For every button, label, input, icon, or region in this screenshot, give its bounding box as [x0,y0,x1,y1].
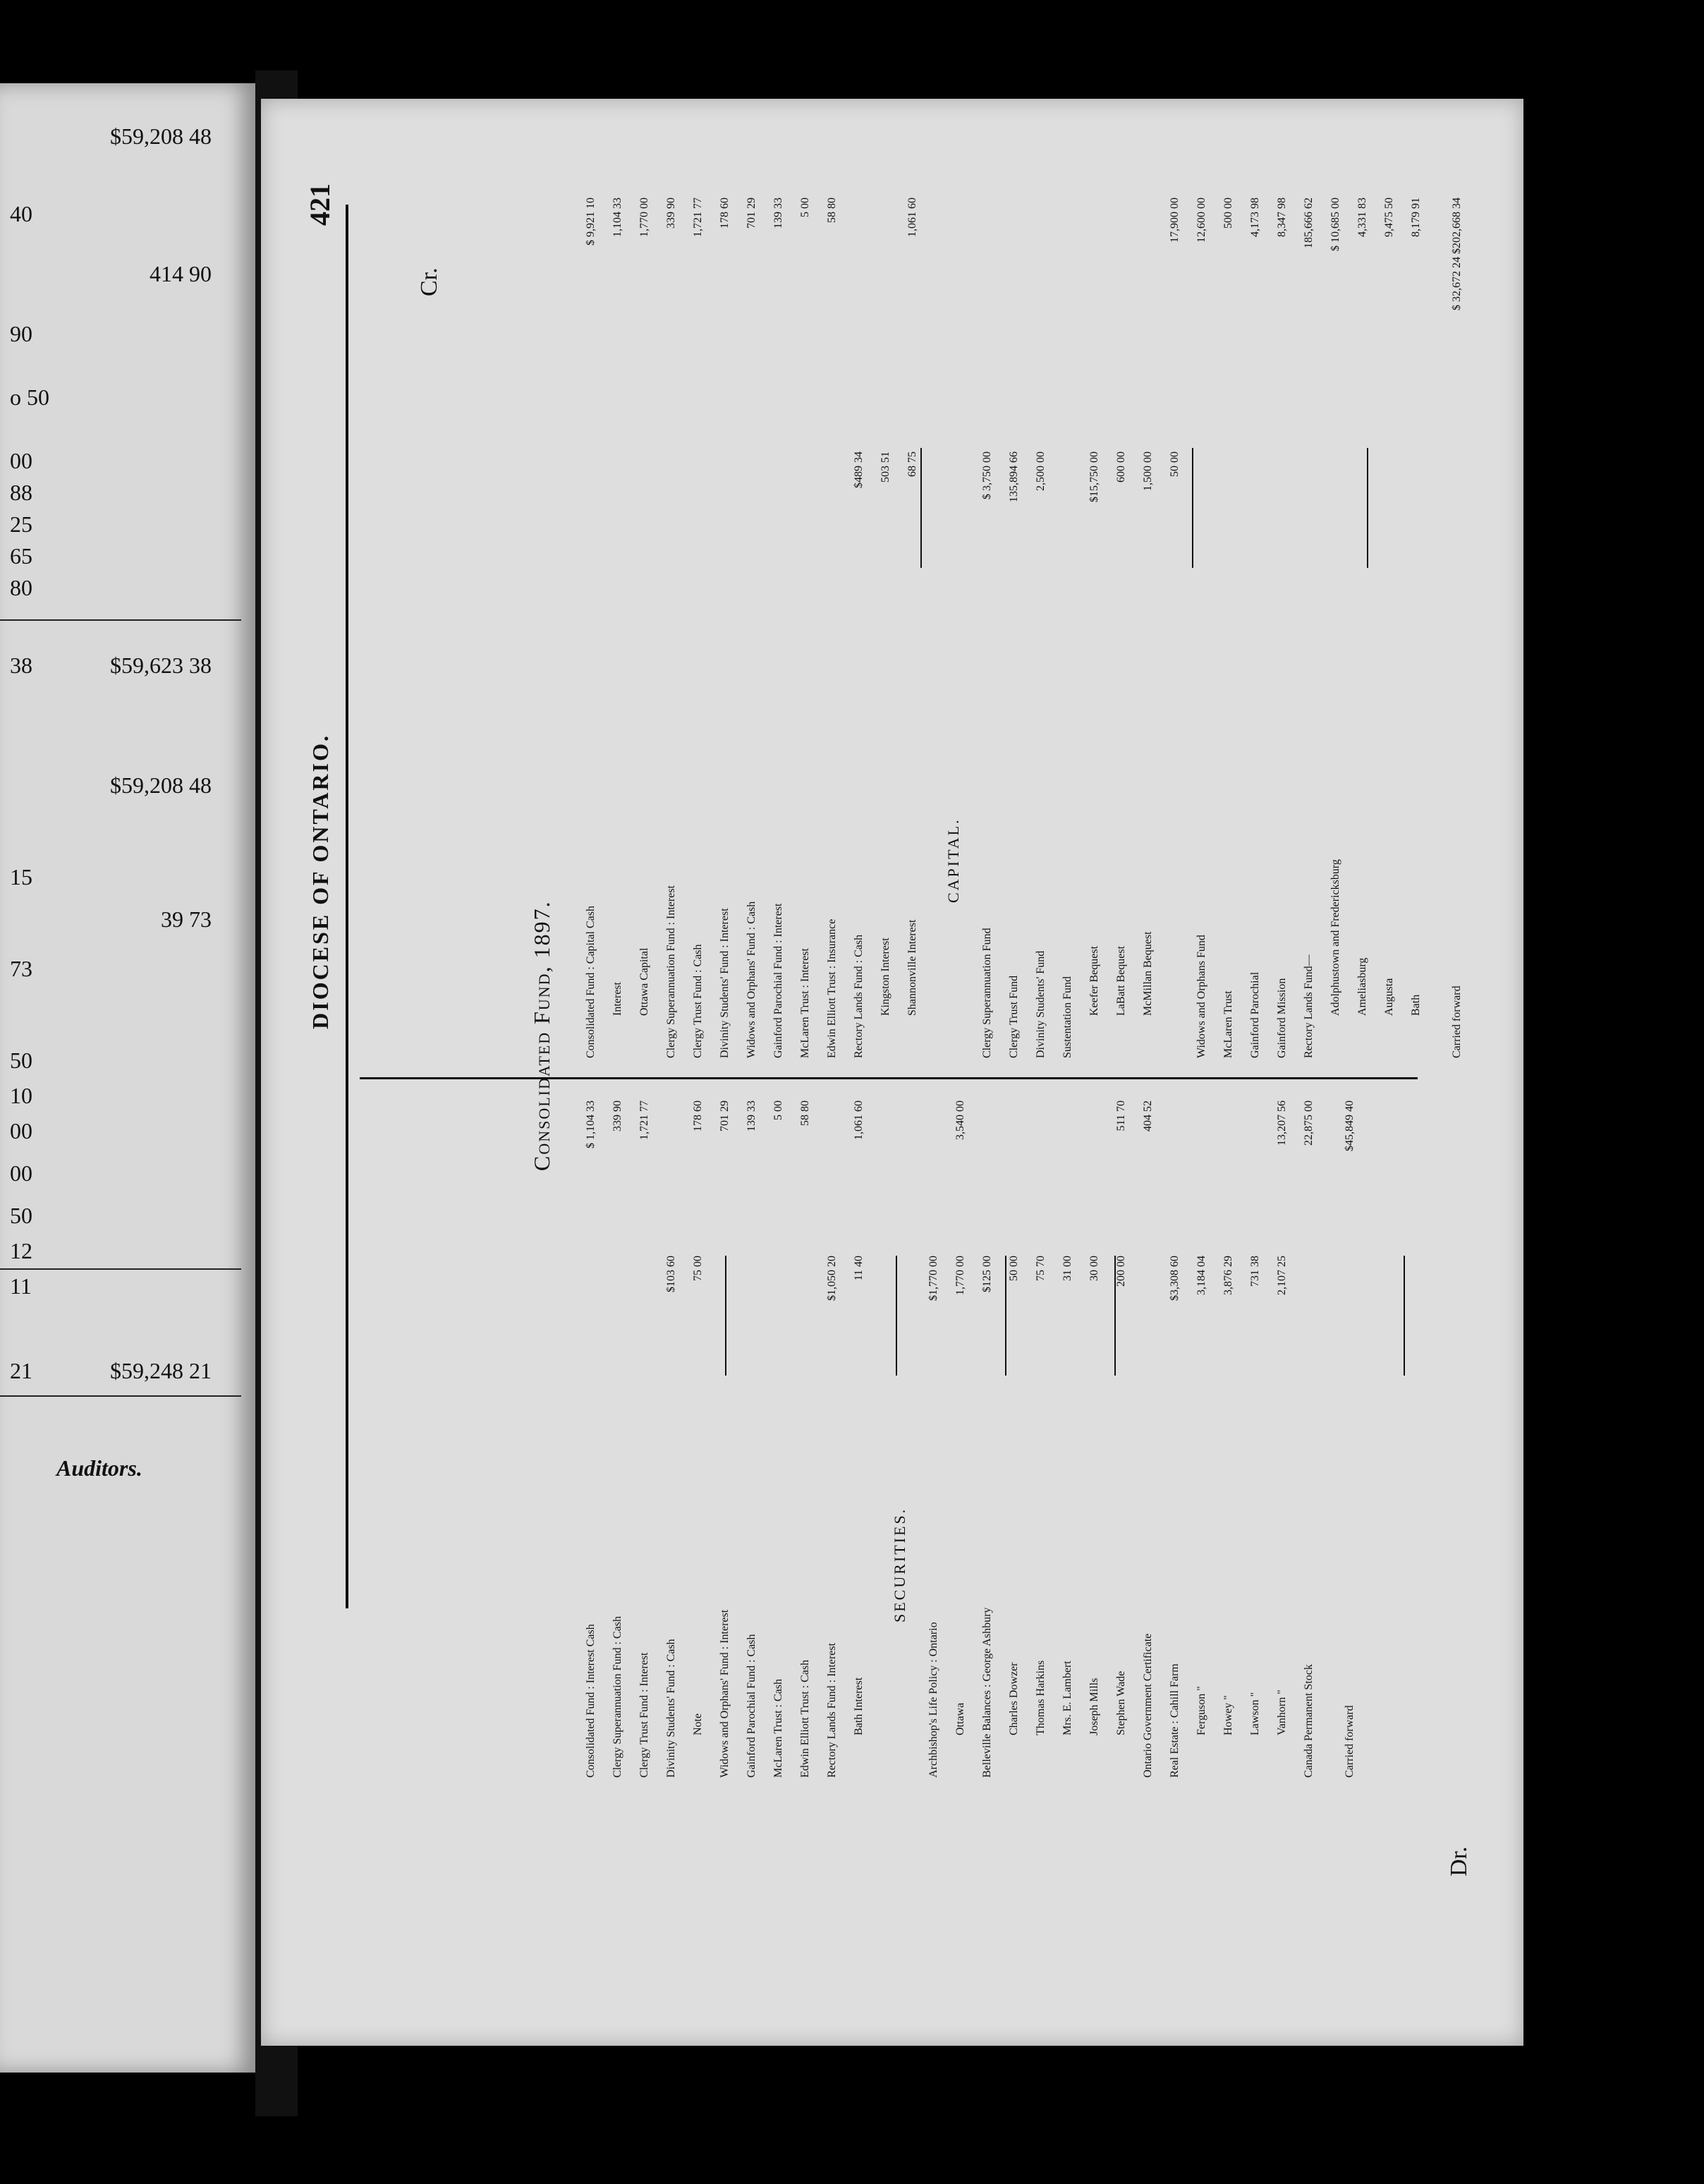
page-title: DIOCESE OF ONTARIO. [308,734,333,1029]
ledger-label: Ottawa [954,1702,966,1735]
left-rule [0,1395,241,1397]
left-fragment: 50 [10,1203,32,1228]
auditors-label: Auditors. [56,1455,142,1481]
ledger-inner-amount: 11 40 [853,1256,865,1281]
sum-rule [1114,1256,1116,1376]
ledger-inner-amount: 68 75 [906,451,918,477]
column-divider [360,1077,1418,1079]
ledger-label: Vanhorn " [1276,1689,1288,1735]
ledger-inner-amount: 30 00 [1088,1256,1100,1281]
ledger-label: Ontario Government Certificate [1142,1633,1154,1778]
left-fragment: 11 [10,1273,32,1299]
ledger-outer-amount: 185,666 62 [1303,198,1315,248]
ledger-label: Belleville Balances : George Ashbury [981,1607,993,1778]
ledger-page [261,99,1523,2046]
ledger-inner-amount: 1,770 00 [954,1256,966,1295]
ledger-label: Archbishop's Life Policy : Ontario [927,1622,939,1778]
ledger-inner-amount: 600 00 [1115,451,1127,483]
credit-label: Cr. [416,267,442,296]
left-amount: $59,208 48 [110,123,212,149]
ledger-inner-amount: 75 00 [692,1256,704,1281]
ledger-label: Augusta [1383,978,1395,1016]
ledger-label: Ferguson " [1195,1686,1207,1735]
ledger-label: Gainford Parochial [1249,971,1261,1058]
ledger-outer-amount: 339 90 [665,198,677,229]
ledger-inner-amount: 200 00 [1115,1256,1127,1287]
left-amount: 414 90 [150,261,212,286]
ledger-outer-amount: 701 29 [746,198,757,229]
page-number: 421 [304,183,336,226]
ledger-outer-amount: 139 33 [746,1100,757,1132]
ledger-inner-amount: 50 00 [1008,1256,1020,1281]
left-page-row [0,570,240,605]
ledger-label: McLaren Trust : Cash [772,1679,784,1778]
ledger-inner-amount: $15,750 00 [1088,451,1100,502]
left-rule [0,619,241,621]
left-fragment: 90 [10,321,32,346]
left-page-row [0,1155,240,1191]
ledger-label: Kingston Interest [880,938,891,1016]
left-amount: $59,208 48 [110,772,212,798]
left-page-row [0,256,240,291]
ledger-label: Rectory Lands Fund : Interest [826,1642,838,1778]
left-fragment: 15 [10,864,32,890]
ledger-label: LaBatt Bequest [1115,945,1127,1016]
left-fragment: 10 [10,1083,32,1108]
ledger-label: Widows and Orphans Fund [1195,935,1207,1058]
ledger-label: Thomas Harkins [1035,1660,1047,1735]
ledger-outer-amount: $ 10,685 00 [1329,198,1341,251]
left-page-row [0,1078,240,1113]
ledger-label: Ottawa Capital [638,947,650,1016]
sum-rule [1404,1256,1405,1376]
left-page-row [0,648,240,683]
ledger-inner-amount: 135,894 66 [1008,451,1020,502]
ledger-label: Adolphustown and Fredericksburg [1329,859,1341,1016]
ledger-outer-amount: 1,770 00 [638,198,650,237]
left-page-row [0,380,240,415]
left-page-row [0,1233,240,1268]
ledger-label: McLaren Trust : Interest [799,948,811,1058]
ledger-label: Widows and Orphans' Fund : Cash [746,901,757,1058]
left-page-row [0,1198,240,1233]
ledger-inner-amount: $1,050 20 [826,1256,838,1301]
left-fragment: 73 [10,956,32,981]
sum-rule [725,1256,726,1376]
left-page-row [0,475,240,510]
ledger-label: McMillan Bequest [1142,931,1154,1016]
fund-title: Consolidated Fund, 1897. [529,900,554,1171]
ledger-inner-amount: $ 3,750 00 [981,451,993,499]
previous-page-fragment [0,83,255,2073]
ledger-label: McLaren Trust [1222,990,1234,1058]
left-page-row [0,902,240,937]
ledger-label: Clergy Trust Fund : Cash [692,944,704,1058]
ledger-inner-amount: $103 60 [665,1256,677,1292]
ledger-label: CAPITAL. [944,818,962,903]
ledger-label: Mrs. E. Lambert [1061,1661,1073,1735]
ledger-outer-amount: 3,540 00 [954,1100,966,1140]
debit-label: Dr. [1446,1846,1472,1876]
ledger-outer-amount: 58 80 [799,1100,811,1126]
ledger-outer-amount: 1,061 60 [906,198,918,237]
ledger-outer-amount: $ 1,104 33 [585,1100,597,1148]
ledger-label: Gainford Parochial Fund : Interest [772,903,784,1058]
ledger-label: Edwin Elliott Trust : Insurance [826,918,838,1058]
ledger-outer-amount: 404 52 [1142,1100,1154,1132]
ledger-outer-amount: 500 00 [1222,198,1234,229]
left-fragment: 40 [10,201,32,226]
ledger-inner-amount: $125 00 [981,1256,993,1292]
left-page-row [0,1268,240,1304]
ledger-label: Sustentation Fund [1061,976,1073,1058]
ledger-inner-amount: 503 51 [880,451,891,483]
ledger-label: Clergy Trust Fund : Interest [638,1652,650,1778]
ledger-outer-amount: 4,331 83 [1356,198,1368,237]
ledger-outer-amount: 701 29 [719,1100,731,1132]
rotated-page-content [261,99,1523,2046]
left-page-row [0,196,240,231]
ledger-label: Real Estate : Cahill Farm [1169,1663,1181,1778]
ledger-label: Ameliasburg [1356,957,1368,1016]
ledger-inner-amount: $3,308 60 [1169,1256,1181,1301]
ledger-outer-amount: 1,721 77 [692,198,704,237]
ledger-label: Divinity Students' Fund : Interest [719,908,731,1058]
ledger-inner-amount: 2,500 00 [1035,451,1047,491]
ledger-label: Widows and Orphans' Fund : Interest [719,1609,731,1778]
left-page-row [0,1353,240,1388]
ledger-outer-amount: 139 33 [772,198,784,229]
header-rule [346,205,348,1608]
ledger-inner-amount: 75 70 [1035,1256,1047,1281]
ledger-outer-amount: 5 00 [799,198,811,217]
ledger-outer-amount: 178 60 [719,198,731,229]
ledger-outer-amount: 8,179 91 [1410,198,1422,237]
ledger-label: Stephen Wade [1115,1670,1127,1735]
ledger-outer-amount: 58 80 [826,198,838,223]
left-fragment: 21 [10,1358,32,1383]
ledger-label: Lawson " [1249,1692,1261,1735]
ledger-label: Carried forward [1344,1705,1356,1778]
ledger-label: Bath Interest [853,1677,865,1735]
ledger-label: SECURITIES. [891,1507,908,1622]
ledger-label: Clergy Superannuation Fund : Interest [665,885,677,1058]
ledger-label: Howey " [1222,1695,1234,1735]
ledger-inner-amount: 31 00 [1061,1256,1073,1281]
left-amount: $59,248 21 [110,1358,212,1383]
ledger-label: Shannonville Interest [906,919,918,1016]
left-page-row [0,768,240,803]
left-page-row [0,119,240,154]
left-fragment: o 50 [10,384,49,410]
ledger-outer-amount: 8,347 98 [1276,198,1288,237]
left-page-row [0,951,240,986]
sum-rule [1367,448,1368,568]
ledger-inner-amount: $489 34 [853,451,865,488]
left-fragment: 80 [10,575,32,600]
ledger-label: Clergy Trust Fund [1008,975,1020,1058]
ledger-outer-amount: $ 32,672 24 $202,668 34 [1451,198,1463,310]
ledger-label: Keefer Bequest [1088,945,1100,1016]
left-fragment: 00 [10,1160,32,1186]
left-fragment: 50 [10,1048,32,1073]
left-fragment: 00 [10,448,32,473]
ledger-label: Divinity Students' Fund : Cash [665,1639,677,1778]
left-fragment: 88 [10,480,32,505]
left-page-row [0,859,240,894]
ledger-label: Canada Permanent Stock [1303,1664,1315,1778]
ledger-inner-amount: $1,770 00 [927,1256,939,1301]
sum-rule [896,1256,897,1376]
ledger-outer-amount: 13,207 56 [1276,1100,1288,1146]
left-page-row [0,316,240,351]
page-header [303,99,346,2046]
left-page-row [0,1043,240,1078]
ledger-label: Clergy Superannuation Fund [981,928,993,1058]
ledger-label: Gainford Parochial Fund : Cash [746,1634,757,1778]
ledger-label: Consolidated Fund : Interest Cash [585,1624,597,1778]
ledger-label: Note [692,1713,704,1735]
ledger-inner-amount: 3,876 29 [1222,1256,1234,1295]
ledger-outer-amount: 511 70 [1115,1100,1127,1132]
ledger-outer-amount: 339 90 [611,1100,623,1132]
ledger-label: Gainford Mission [1276,978,1288,1058]
ledger-label: Carried forward [1451,985,1463,1058]
left-page-row [0,538,240,574]
ledger-label: Consolidated Fund : Capital Cash [585,906,597,1058]
ledger-label: Divinity Students' Fund [1035,950,1047,1058]
ledger-label: Clergy Superannuation Fund : Cash [611,1615,623,1778]
ledger-outer-amount: 12,600 00 [1195,198,1207,243]
ledger-label: Charles Dowzer [1008,1662,1020,1735]
left-amount: $59,623 38 [110,653,212,678]
ledger-label: Interest [611,982,623,1016]
left-fragment: 38 [10,653,32,678]
ledger-inner-amount: 731 38 [1249,1256,1261,1287]
ledger-outer-amount: 17,900 00 [1169,198,1181,243]
left-page-row [0,443,240,478]
ledger-outer-amount: 9,475 50 [1383,198,1395,237]
sum-rule [1005,1256,1006,1376]
ledger-label: Bath [1410,994,1422,1016]
ledger-label: Rectory Lands Fund— [1303,954,1315,1058]
ledger-outer-amount: 1,721 77 [638,1100,650,1140]
left-page-row [0,1113,240,1148]
ledger-label: Rectory Lands Fund : Cash [853,934,865,1058]
ledger-inner-amount: 1,500 00 [1142,451,1154,491]
ledger-inner-amount: 2,107 25 [1276,1256,1288,1295]
ledger-outer-amount: 1,104 33 [611,198,623,237]
sum-rule [1192,448,1193,568]
ledger-outer-amount: 5 00 [772,1100,784,1120]
ledger-label: Edwin Elliott Trust : Cash [799,1659,811,1778]
ledger-inner-amount: 3,184 04 [1195,1256,1207,1295]
left-page-row [0,506,240,542]
left-fragment: 12 [10,1238,32,1263]
ledger-outer-amount: $ 9,921 10 [585,198,597,245]
ledger-label: Joseph Mills [1088,1678,1100,1735]
ledger-outer-amount: 178 60 [692,1100,704,1132]
ledger-inner-amount: 50 00 [1169,451,1181,477]
left-rule [0,1268,241,1270]
sum-rule [920,448,922,568]
left-amount: 39 73 [161,906,212,932]
left-fragment: 00 [10,1118,32,1143]
left-fragment: 25 [10,511,32,537]
left-fragment: 65 [10,543,32,569]
ledger-outer-amount: $45,849 40 [1344,1100,1356,1151]
ledger-outer-amount: 22,875 00 [1303,1100,1315,1146]
ledger-outer-amount: 1,061 60 [853,1100,865,1140]
ledger-outer-amount: 4,173 98 [1249,198,1261,237]
